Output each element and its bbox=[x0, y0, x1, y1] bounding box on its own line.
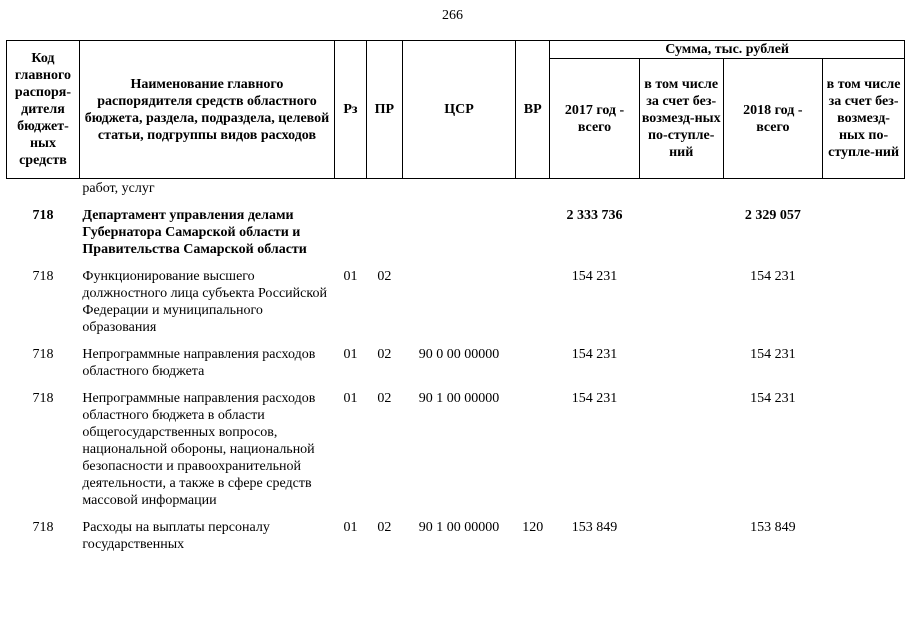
row-vr bbox=[516, 179, 550, 198]
row-code: 718 bbox=[32, 391, 54, 406]
row-2017-total: 2 333 736 bbox=[566, 208, 623, 223]
row-2017-total bbox=[550, 179, 640, 198]
header-csr: ЦСР bbox=[402, 41, 515, 179]
row-pr bbox=[366, 197, 402, 258]
row-vr bbox=[516, 258, 550, 336]
header-sum: Сумма, тыс. рублей bbox=[550, 41, 905, 59]
row-vr bbox=[516, 197, 550, 258]
row-vr bbox=[516, 336, 550, 380]
row-2017-free bbox=[639, 179, 723, 198]
row-rz bbox=[335, 179, 367, 198]
row-name: Непрограммные направления расходов областного бюджета bbox=[82, 347, 316, 379]
header-rz: Рз bbox=[335, 41, 367, 179]
row-2017-total: 154 231 bbox=[571, 347, 618, 362]
row-csr: 90 1 00 00000 bbox=[418, 391, 500, 406]
row-vr: 120 bbox=[522, 520, 544, 535]
row-csr bbox=[402, 197, 515, 258]
row-2018-total: 2 329 057 bbox=[744, 208, 801, 223]
row-code: 718 bbox=[32, 269, 54, 284]
row-csr bbox=[402, 179, 515, 198]
header-2017-free: в том числе за счет без-возмезд-ных по-ступле-ний bbox=[639, 59, 723, 179]
table-row bbox=[7, 179, 905, 198]
row-2018-free bbox=[823, 179, 905, 198]
table-row bbox=[7, 509, 905, 553]
row-2017-free bbox=[639, 258, 723, 336]
row-name: работ, услуг bbox=[82, 181, 155, 196]
row-2018-total: 154 231 bbox=[750, 269, 796, 284]
row-vr bbox=[516, 380, 550, 509]
row-name: Функционирование высшего должностного лица субъекта Российской Федерации и муниципального образования bbox=[82, 269, 327, 335]
row-2018-free bbox=[823, 258, 905, 336]
row-csr: 90 0 00 00000 bbox=[418, 347, 500, 362]
row-2018-total: 154 231 bbox=[750, 391, 796, 406]
row-csr: 90 1 00 00000 bbox=[418, 520, 500, 535]
row-2018-free bbox=[823, 509, 905, 553]
row-code bbox=[7, 179, 80, 198]
row-2018-free bbox=[823, 336, 905, 380]
row-pr: 02 bbox=[377, 520, 392, 535]
header-pr: ПР bbox=[366, 41, 402, 179]
budget-table bbox=[6, 40, 905, 553]
page-number: 266 bbox=[442, 8, 463, 23]
row-2017-free bbox=[639, 197, 723, 258]
table-row bbox=[7, 197, 905, 258]
row-pr: 02 bbox=[377, 269, 392, 284]
row-rz: 01 bbox=[343, 520, 358, 535]
row-csr bbox=[402, 258, 515, 336]
table-row bbox=[7, 258, 905, 336]
header-2018-total: 2018 год - всего bbox=[723, 59, 823, 179]
row-name: Непрограммные направления расходов областного бюджета в области общегосударственных вопросов, национальной обороны, национальной безопасности и правоохранительной деятельности, а также в сфере средств массовой информации bbox=[82, 391, 316, 508]
row-rz: 01 bbox=[343, 347, 358, 362]
row-name: Департамент управления делами Губернатора Самарской области и Правительства Самарской области bbox=[82, 208, 307, 257]
row-2017-free bbox=[639, 380, 723, 509]
row-2017-total: 154 231 bbox=[571, 391, 618, 406]
header-2017-total: 2017 год - всего bbox=[550, 59, 640, 179]
row-rz: 01 bbox=[343, 269, 358, 284]
header-2018-free: в том числе за счет без-возмезд-ных по-ступле-ний bbox=[823, 59, 905, 179]
table-row bbox=[7, 336, 905, 380]
row-2017-free bbox=[639, 336, 723, 380]
row-2018-total: 154 231 bbox=[750, 347, 796, 362]
row-2018-total: 153 849 bbox=[750, 520, 796, 535]
row-2017-free bbox=[639, 509, 723, 553]
row-pr bbox=[366, 179, 402, 198]
row-name: Расходы на выплаты персоналу государственных bbox=[82, 520, 270, 552]
row-2017-total: 154 231 bbox=[571, 269, 618, 284]
header-name: Наименование главного распорядителя средств областного бюджета, раздела, подраздела, целевой статьи, подгруппы видов расходов bbox=[79, 41, 334, 179]
row-code: 718 bbox=[32, 208, 54, 223]
row-rz bbox=[335, 197, 367, 258]
row-2018-total bbox=[723, 179, 823, 198]
header-code: Код главного распоря-дителя бюджет-ных средств bbox=[7, 41, 80, 179]
header-vr: ВР bbox=[516, 41, 550, 179]
row-pr: 02 bbox=[377, 347, 392, 362]
row-2018-free bbox=[823, 380, 905, 509]
row-rz: 01 bbox=[343, 391, 358, 406]
row-2018-free bbox=[823, 197, 905, 258]
row-pr: 02 bbox=[377, 391, 392, 406]
table-row bbox=[7, 380, 905, 509]
row-code: 718 bbox=[32, 347, 54, 362]
row-code: 718 bbox=[32, 520, 54, 535]
row-2017-total: 153 849 bbox=[571, 520, 618, 535]
